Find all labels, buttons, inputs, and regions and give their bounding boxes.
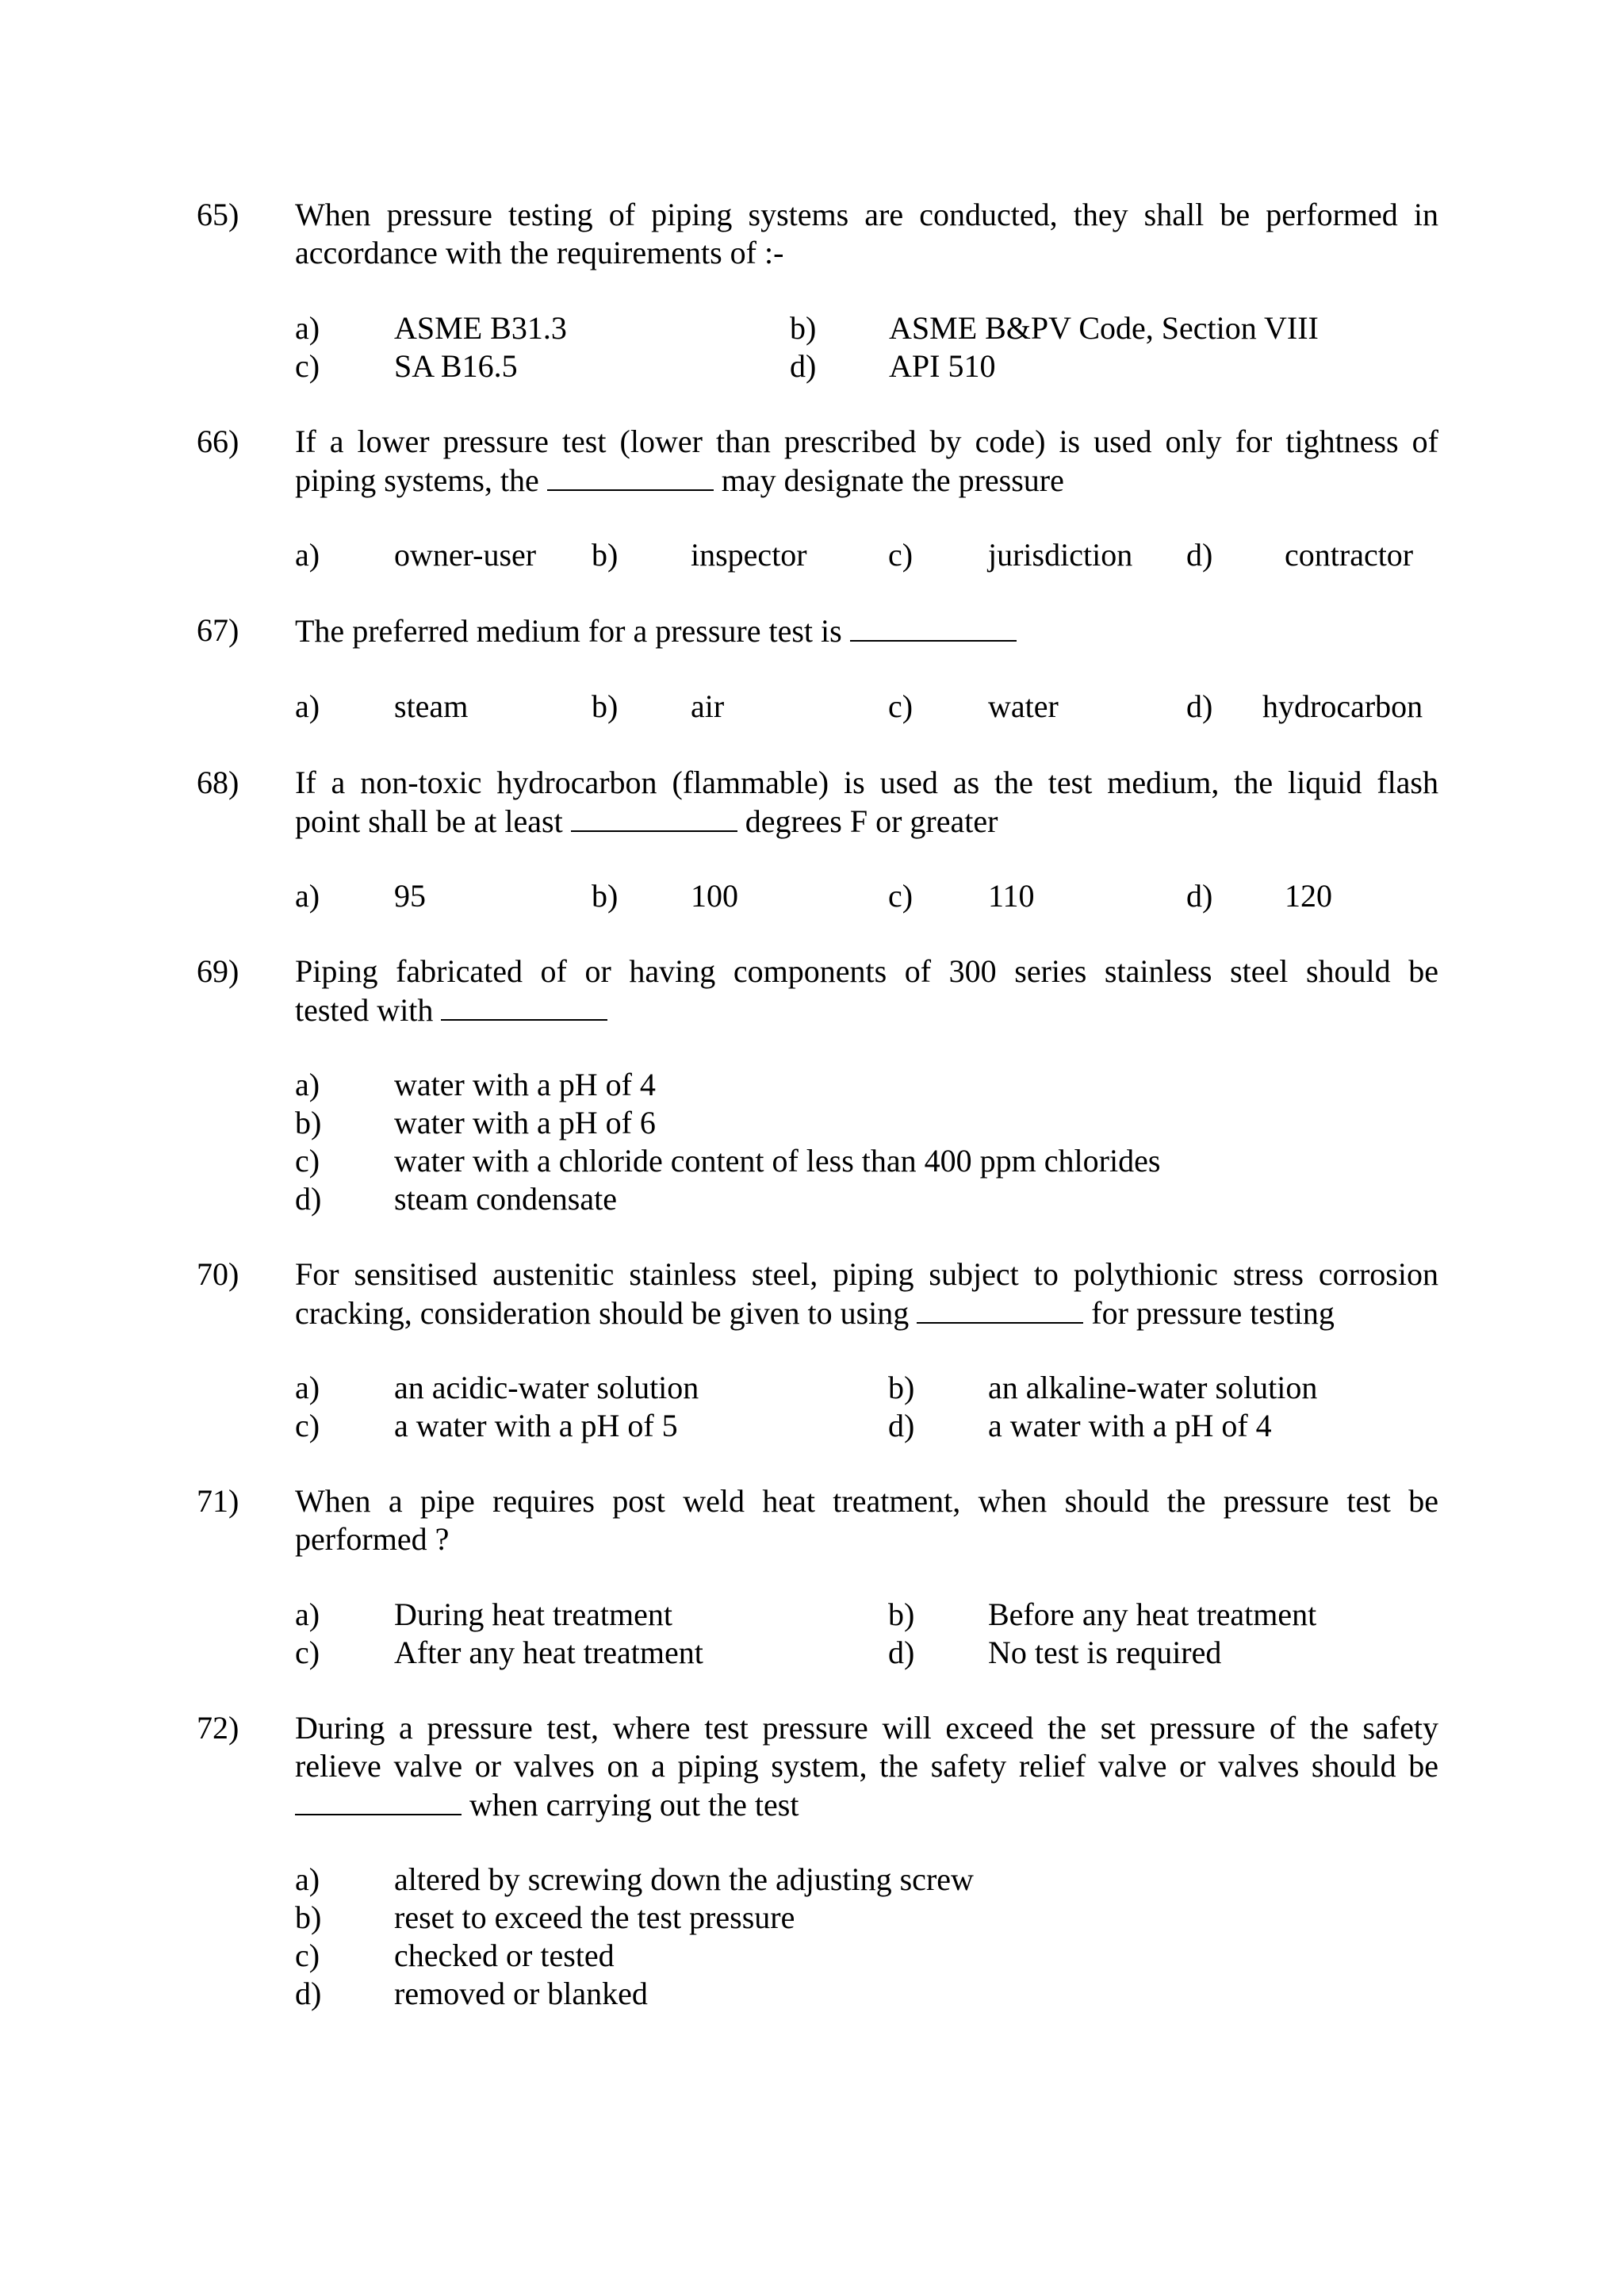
option-text: Before any heat treatment [988, 1596, 1317, 1632]
option-text: inspector [691, 537, 807, 573]
option-letter: c) [888, 537, 914, 573]
option-text: contractor [1285, 537, 1414, 573]
question-text [295, 1709, 1438, 1824]
option-letter: b) [295, 1899, 322, 1935]
question-text [295, 611, 1438, 650]
answer-blank [917, 1294, 1083, 1324]
question-text [295, 423, 1438, 500]
question-text [295, 1255, 1438, 1332]
option-text: SA B16.5 [394, 348, 518, 384]
option-text: altered by screwing down the adjusting screw [394, 1861, 974, 1897]
option-letter: d) [888, 1635, 915, 1670]
option-text: reset to exceed the test pressure [394, 1899, 795, 1935]
option-letter: b) [790, 310, 817, 346]
answer-blank [441, 991, 607, 1021]
line-end: for pressure testing [1091, 1295, 1335, 1331]
question-line: relieve valve or valves on a piping system, the safety relief valve or valves should be [295, 1748, 1438, 1784]
answer-blank [571, 802, 737, 832]
option-letter: d) [1186, 878, 1213, 914]
option-letter: a) [295, 878, 320, 914]
option-text: No test is required [988, 1635, 1222, 1670]
option-text: During heat treatment [394, 1596, 672, 1632]
option-letter: d) [295, 1976, 322, 2011]
option-letter: a) [295, 1370, 320, 1405]
option-letter: c) [888, 688, 914, 724]
option-letter: b) [592, 878, 619, 914]
question-line: When a pipe requires post weld heat treatment, when should the pressure test be [295, 1483, 1438, 1519]
option-letter: a) [295, 1861, 320, 1897]
option-text: API 510 [889, 348, 996, 384]
option-letter: b) [592, 537, 619, 573]
question-line [295, 1785, 1438, 1824]
question-text [295, 1482, 1438, 1558]
question-line: If a lower pressure test (lower than prescribed by code) is used only for tightness of [295, 424, 1438, 459]
option-text: water [988, 688, 1059, 724]
option-letter: a) [295, 1067, 320, 1102]
question-number: 68) [197, 765, 239, 800]
answer-blank [295, 1785, 462, 1815]
option-text: steam condensate [394, 1181, 617, 1217]
option-text: 120 [1285, 878, 1332, 914]
option-text: water with a chloride content of less than 400 ppm chlorides [394, 1143, 1161, 1179]
option-letter: c) [888, 878, 914, 914]
option-text: an alkaline-water solution [988, 1370, 1318, 1405]
question-line [295, 461, 1438, 500]
option-letter: d) [888, 1408, 915, 1443]
option-letter: c) [295, 1938, 320, 1973]
option-letter: d) [1186, 688, 1213, 724]
option-text: removed or blanked [394, 1976, 648, 2011]
option-text: air [691, 688, 725, 724]
line-end: degrees F or greater [745, 803, 998, 839]
line-start: tested with [295, 992, 434, 1028]
line-start: cracking, consideration should be given to using [295, 1295, 910, 1331]
option-text: 100 [691, 878, 738, 914]
question-line [295, 991, 1438, 1029]
line-end: when carrying out the test [469, 1787, 799, 1823]
option-letter: b) [888, 1370, 915, 1405]
option-letter: b) [888, 1596, 915, 1632]
line-start: piping systems, the [295, 462, 539, 498]
question-text [295, 764, 1438, 841]
answer-blank [547, 461, 714, 491]
question-number: 70) [197, 1256, 239, 1292]
option-letter: d) [790, 348, 817, 384]
question-text [295, 953, 1438, 1029]
option-letter: c) [295, 1635, 320, 1670]
option-text: water with a pH of 6 [394, 1105, 656, 1140]
option-text: jurisdiction [988, 537, 1133, 573]
option-letter: b) [592, 688, 619, 724]
option-text: hydrocarbon [1262, 688, 1423, 724]
answer-blank [850, 611, 1017, 642]
option-text: checked or tested [394, 1938, 615, 1973]
option-letter: d) [1186, 537, 1213, 573]
option-letter: b) [295, 1105, 322, 1140]
question-line [295, 611, 1438, 650]
option-text: water with a pH of 4 [394, 1067, 656, 1102]
question-line: performed ? [295, 1521, 450, 1557]
option-letter: c) [295, 1143, 320, 1179]
question-line: When pressure testing of piping systems are conducted, they shall be performed in [295, 197, 1438, 232]
question-line [295, 1294, 1438, 1332]
option-letter: d) [295, 1181, 322, 1217]
option-letter: c) [295, 1408, 320, 1443]
question-number: 69) [197, 953, 239, 989]
option-letter: a) [295, 688, 320, 724]
line-start: The preferred medium for a pressure test is [295, 613, 842, 649]
option-text: After any heat treatment [394, 1635, 703, 1670]
question-number: 71) [197, 1483, 239, 1519]
line-start: point shall be at least [295, 803, 563, 839]
option-text: a water with a pH of 4 [988, 1408, 1272, 1443]
question-line [295, 802, 1438, 841]
option-text: 95 [394, 878, 426, 914]
question-number: 72) [197, 1710, 239, 1746]
option-letter: a) [295, 537, 320, 573]
option-text: ASME B&PV Code, Section VIII [889, 310, 1319, 346]
option-letter: c) [295, 348, 320, 384]
question-number: 65) [197, 197, 239, 232]
option-letter: a) [295, 310, 320, 346]
option-text: steam [394, 688, 469, 724]
option-text: an acidic-water solution [394, 1370, 699, 1405]
option-text: owner-user [394, 537, 537, 573]
question-number: 66) [197, 424, 239, 459]
question-text [295, 196, 1438, 272]
question-line: For sensitised austenitic stainless steel, piping subject to polythionic stress corrosion [295, 1256, 1438, 1292]
option-text: a water with a pH of 5 [394, 1408, 678, 1443]
option-letter: a) [295, 1596, 320, 1632]
question-line: Piping fabricated of or having components of 300 series stainless steel should be [295, 953, 1438, 989]
question-line: accordance with the requirements of :- [295, 235, 784, 270]
question-line: If a non-toxic hydrocarbon (flammable) is used as the test medium, the liquid flash [295, 765, 1438, 800]
option-text: ASME B31.3 [394, 310, 567, 346]
line-end: may designate the pressure [721, 462, 1064, 498]
question-number: 67) [197, 612, 239, 648]
option-text: 110 [988, 878, 1035, 914]
question-line: During a pressure test, where test pressure will exceed the set pressure of the safety [295, 1710, 1438, 1746]
